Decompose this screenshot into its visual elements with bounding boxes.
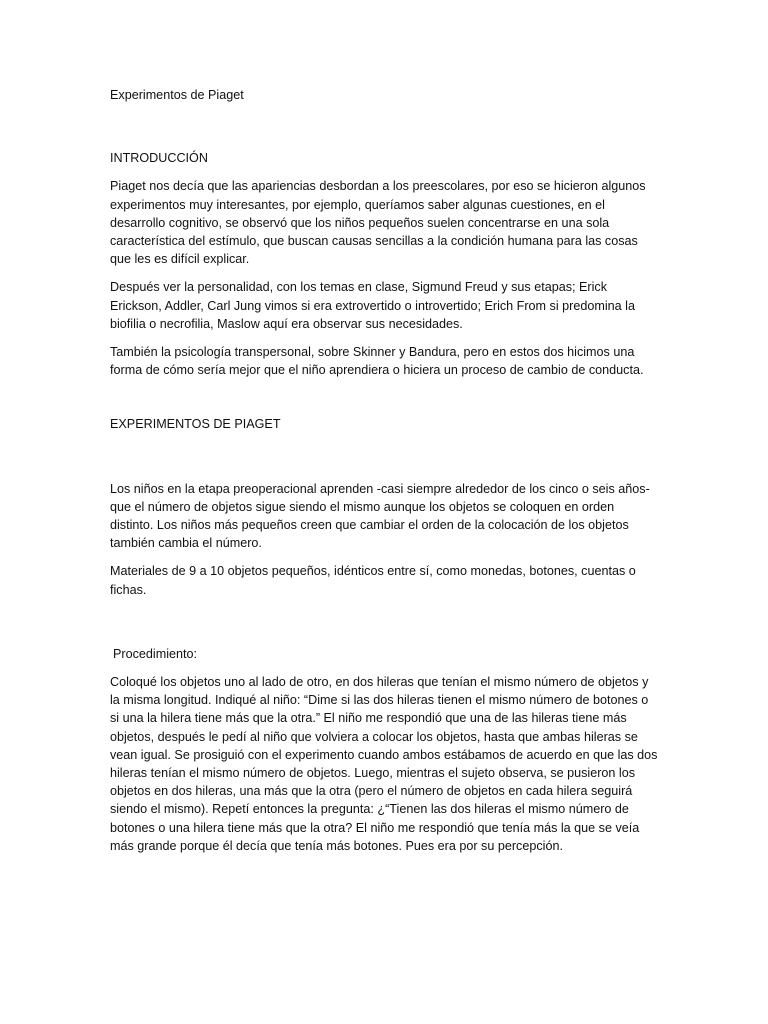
intro-heading: INTRODUCCIÓN [110, 151, 208, 166]
experiments-heading: EXPERIMENTOS DE PIAGET [110, 417, 281, 432]
intro-paragraph-3: También la psicología transpersonal, sobre Skinner y Bandura, pero en estos dos hicimos una forma de cómo sería mejor que el niño aprendiera o hiciera un proceso de cambio de conducta. [110, 345, 644, 378]
experiments-paragraph-2: Materiales de 9 a 10 objetos pequeños, idénticos entre sí, como monedas, botones, cuentas o fichas. [110, 564, 636, 597]
intro-paragraph-2: Después ver la personalidad, con los temas en clase, Sigmund Freud y sus etapas; Erick Erickson, Addler, Carl Jung vimos si era extrovertido o introvertido; Erich From si predomina la biofilia o necrofilia, Maslow aquí era observar sus necesidades. [110, 280, 635, 331]
document-title: Experimentos de Piaget [110, 88, 244, 102]
intro-paragraph-1: Piaget nos decía que las apariencias desbordan a los preescolares, por eso se hicieron algunos experimentos muy interesantes, por ejemplo, queríamos saber algunas cuestiones, en el desarrollo cognitivo, se observó que los niños pequeños suelen concentrarse en una sola característica del estímulo, que buscan causas sencillas a la condición humana para las cosas que les es difícil explicar. [110, 179, 646, 267]
procedure-heading: Procedimiento: [113, 646, 197, 661]
procedure-paragraph: Coloqué los objetos uno al lado de otro, en dos hileras que tenían el mismo número de objetos y la misma longitud. Indiqué al niño: “Dime si las dos hileras tienen el mismo número de botones o si una la hilera tiene más que la otra.” El niño me respondió que una de las hileras tiene más objetos, después le pedí al niño que volviera a colocar los objetos, hasta que ambas hileras se vean igual. Se prosiguió con el experimento cuando ambos estábamos de acuerdo en que las dos hileras tenían el mismo número de objetos. Luego, mientras el sujeto observa, se pusieron los objetos en dos hileras, una más que la otra (pero el número de objetos en cada hilera seguirá siendo el mismo). Repetí entonces la pregunta: ¿“Tienen las dos hileras el mismo número de botones o una hilera tiene más que la otra? El niño me respondió que tenía más la que se veía más grande porque él decía que tenía más botones. Pues era por su percepción. [110, 675, 658, 853]
document-body [110, 86, 658, 865]
experiments-paragraph-1: Los niños en la etapa preoperacional aprenden -casi siempre alrededor de los cinco o seis años- que el número de objetos sigue siendo el mismo aunque los objetos se coloquen en orden distinto. Los niños más pequeños creen que cambiar el orden de la colocación de los objetos también cambia el número. [110, 481, 650, 551]
